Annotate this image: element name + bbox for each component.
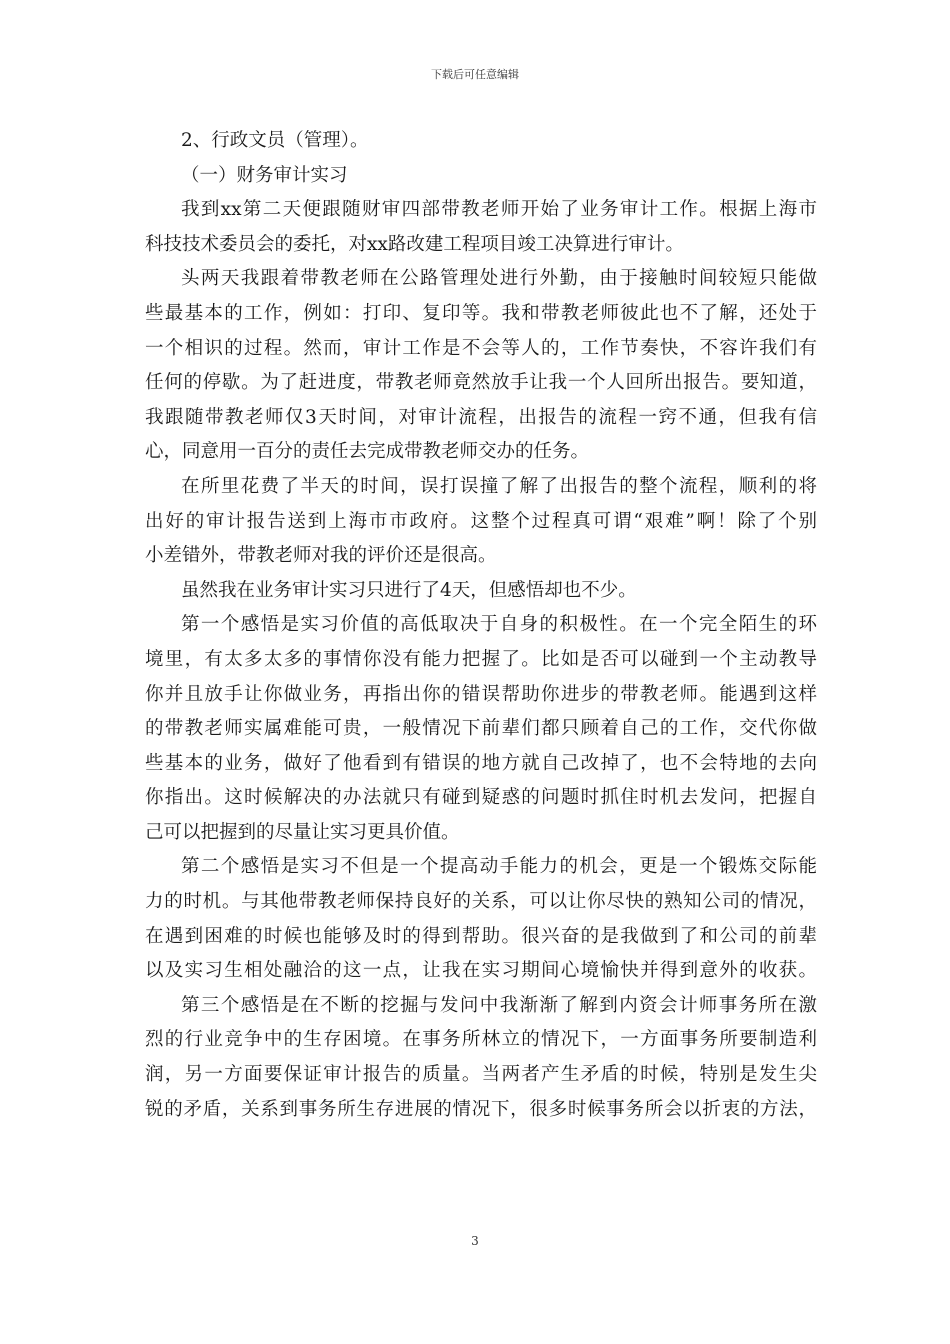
text-line: 锐的矛盾，关系到事务所生存进展的情况下，很多时候事务所会以折衷的方法， (145, 1098, 817, 1120)
text-line: 科技技术委员会的委托，对xx路改建工程项目竣工决算进行审计。 (145, 233, 684, 255)
text-line: 些最基本的工作，例如：打印、复印等。我和带教老师彼此也不了解，还处于 (145, 302, 817, 324)
page-header: 下载后可任意编辑 (431, 68, 519, 81)
text-line: （一）财务审计实习 (181, 164, 348, 186)
text-line: 力的时机。与其他带教老师保持良好的关系，可以让你尽快的熟知公司的情况， (145, 891, 817, 913)
text-line: 在遇到困难的时候也能够及时的得到帮助。很兴奋的是我做到了和公司的前辈 (145, 925, 817, 947)
text-line: 以及实习生相处融洽的这一点，让我在实习期间心境愉快并得到意外的收获。 (145, 960, 817, 982)
text-line: 的带教老师实属难能可贵，一般情况下前辈们都只顾着自己的工作，交代你做 (145, 718, 817, 740)
text-line: 头两天我跟着带教老师在公路管理处进行外勤，由于接触时间较短只能做 (181, 268, 817, 290)
text-line: 烈的行业竞争中的生存困境。在事务所林立的情况下，一方面事务所要制造利 (145, 1029, 817, 1051)
text-line: 第二个感悟是实习不但是一个提高动手能力的机会，更是一个锻炼交际能 (181, 856, 817, 878)
text-line: 些基本的业务，做好了他看到有错误的地方就自己改掉了，也不会特地的去向 (145, 752, 817, 774)
page-number: 3 (471, 1234, 479, 1248)
text-line: 你并且放手让你做业务，再指出你的错误帮助你进步的带教老师。能遇到这样 (145, 683, 817, 705)
text-line: 小差错外，带教老师对我的评价还是很高。 (145, 545, 497, 567)
text-line: 虽然我在业务审计实习只进行了4天，但感悟却也不少。 (181, 579, 637, 601)
text-line: 2、行政文员（管理）。 (181, 130, 369, 151)
document-body (145, 124, 817, 1127)
text-line: 境里，有太多太多的事情你没有能力把握了。比如是否可以碰到一个主动教导 (145, 648, 817, 670)
text-line: 第三个感悟是在不断的挖掘与发问中我渐渐了解到内资会计师事务所在激 (181, 994, 817, 1016)
text-line: 己可以把握到的尽量让实习更具价值。 (145, 821, 460, 843)
text-line: 你指出。这时候解决的办法就只有碰到疑惑的问题时抓住时机去发问，把握自 (145, 787, 817, 809)
text-line: 我到xx第二天便跟随财审四部带教老师开始了业务审计工作。根据上海市 (181, 199, 817, 221)
text-line: 第一个感悟是实习价值的高低取决于自身的积极性。在一个完全陌生的环 (181, 614, 817, 636)
text-line: 在所里花费了半天的时间，误打误撞了解了出报告的整个流程，顺利的将 (181, 475, 817, 497)
text-line: 一个相识的过程。然而，审计工作是不会等人的，工作节奏快，不容许我们有 (145, 337, 817, 359)
text-line: 出好的审计报告送到上海市市政府。这整个过程真可谓“艰难”啊！除了个别 (145, 510, 817, 532)
text-line: 我跟随带教老师仅3天时间，对审计流程，出报告的流程一窍不通，但我有信 (145, 406, 817, 428)
text-line: 润，另一方面要保证审计报告的质量。当两者产生矛盾的时候，特别是发生尖 (145, 1064, 817, 1086)
text-line: 任何的停歇。为了赶进度，带教老师竟然放手让我一个人回所出报告。要知道， (145, 372, 817, 394)
text-line: 心，同意用一百分的责任去完成带教老师交办的任务。 (145, 441, 590, 463)
